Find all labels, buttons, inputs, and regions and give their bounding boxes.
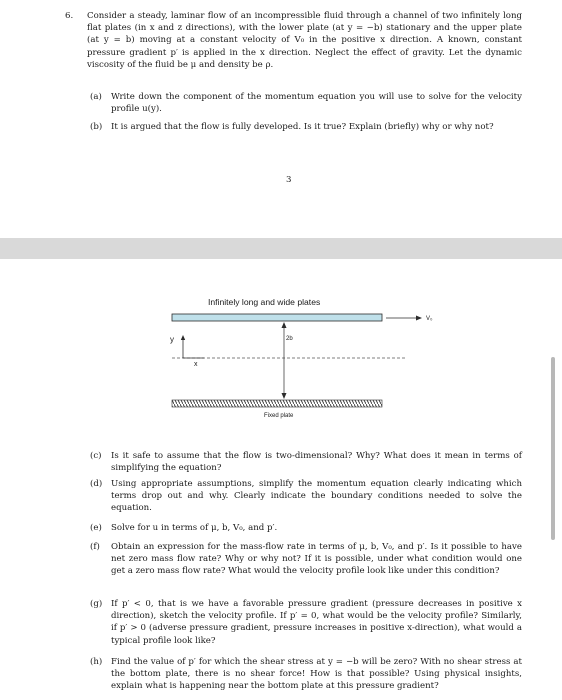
part-c <box>90 450 522 476</box>
part-text: Find the value of p′ for which the shear stress at y = −b will be zero? With no shear stress at the bottom plate, there is no shear force! How is that possible? Using physical insights, explain what is happening near the bottom plate at this pressure gradient? <box>111 657 522 692</box>
question-intro: Consider a steady, laminar flow of an incompressible fluid through a channel of two infinitely long flat plates (in x and z directions), with the lower plate (at y = −b) stationary and the upper plate (at y = b) moving at a constant velocity of V₀ in the positive x direction. A known, constant pressure gradient p′ is applied in the x direction. Neglect the effect of gravity. Let the dynamic viscosity of the fluid be μ and density be ρ. <box>87 11 522 70</box>
part-label: (h) <box>90 657 103 667</box>
gap-arrowhead-top <box>282 322 287 328</box>
part-label: (e) <box>90 523 102 533</box>
part-label: (f) <box>90 542 100 552</box>
part-label: (c) <box>90 451 102 461</box>
part-b <box>90 121 522 147</box>
part-text: Is it safe to assume that the flow is two-dimensional? Why? What does it mean in terms of simplifying the equation? <box>111 451 522 474</box>
velocity-label: V₀ <box>426 316 433 322</box>
fixed-plate-label: Fixed plate <box>264 413 294 419</box>
gap-label: 2b <box>286 336 293 342</box>
part-label: (d) <box>90 479 103 489</box>
part-e <box>90 522 522 536</box>
part-text: Using appropriate assumptions, simplify the momentum equation clearly indicating which terms drop out and why. Clearly indicate the boundary conditions needed to solve the equation. <box>111 479 522 514</box>
part-text: Write down the component of the momentum equation you will use to solve for the velocity profile u(y). <box>111 92 522 115</box>
part-text: Solve for u in terms of μ, b, V₀, and p′. <box>111 523 278 533</box>
part-text: Obtain an expression for the mass-flow rate in terms of μ, b, V₀, and p′. Is it possible to have net zero mass flow rate? Why or why not? If it is possible, under what condition would one get a zero mass flow rate? What would the velocity profile look like under this condition? <box>111 542 522 577</box>
part-label: (b) <box>90 122 103 132</box>
part-text: It is argued that the flow is fully developed. Is it true? Explain (briefly) why or why not? <box>111 122 494 132</box>
upper-plate <box>172 314 382 321</box>
part-label: (a) <box>90 92 102 102</box>
part-g <box>90 598 522 648</box>
y-axis-arrowhead <box>181 335 185 340</box>
velocity-arrowhead <box>416 316 422 321</box>
question-number: 6. <box>65 11 74 21</box>
part-a <box>90 91 522 117</box>
x-axis-label: x <box>194 361 198 368</box>
page-number: 3 <box>286 175 292 185</box>
fixed-plate <box>172 400 382 407</box>
scrollbar-thumb[interactable] <box>551 357 555 540</box>
part-label: (g) <box>90 599 103 609</box>
part-text: If p′ < 0, that is we have a favorable pressure gradient (pressure decreases in positive x direction), sketch the velocity profile. If p′ = 0, what would be the velocity profile? Similarly, if p′ > 0 (adverse pressure gradient, pressure increases in positive x-direction), what would a typical profile look like? <box>111 599 522 646</box>
page-separator <box>0 238 562 259</box>
part-f <box>90 541 522 591</box>
figure-title: Infinitely long and wide plates <box>208 297 321 307</box>
part-h <box>90 656 522 694</box>
y-axis-label: y <box>170 335 174 344</box>
part-d <box>90 478 522 516</box>
gap-arrowhead-bottom <box>282 393 287 399</box>
channel-figure <box>150 308 450 428</box>
